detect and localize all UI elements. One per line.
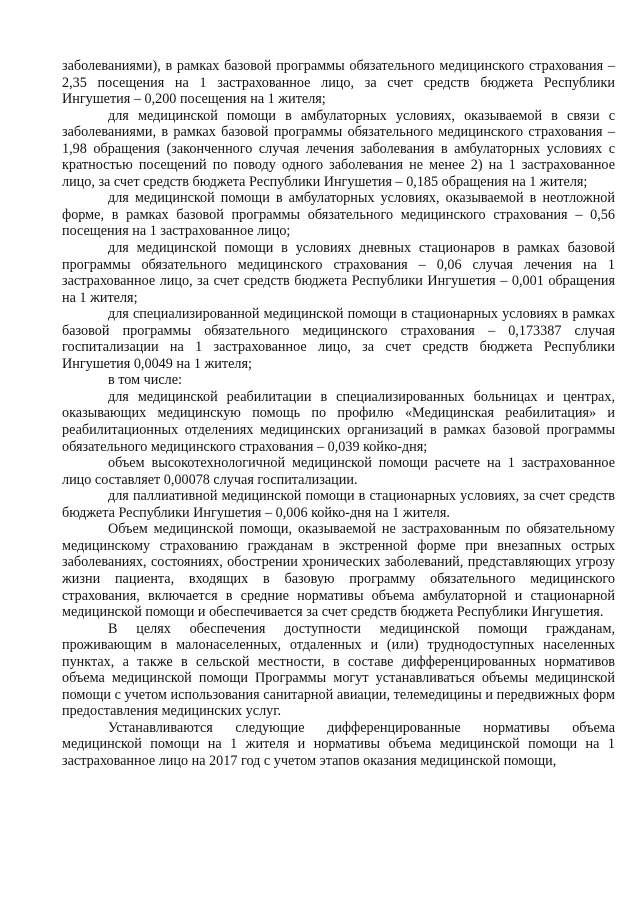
paragraph-uninsured: Объем медицинской помощи, оказываемой не застрахованным по обязательному медицинскому страхованию гражданам в экстренной форме при внезапных острых заболеваниях, состояниях, обострении хронических заболеваний, представляющих угрозу жизни пациента, входящих в базовую программу обязательного медицинского страхования, включается в средние нормативы объема амбулаторной и стационарной медицинской помощи и обеспечивается за счет средств бюджета Республики Ингушетия. <box>62 521 615 621</box>
paragraph-differentiated-norms: Устанавливаются следующие дифференцированные нормативы объема медицинской помощи на 1 жителя и нормативы объема медицинской помощи на 1 застрахованное лицо на 2017 год с учетом этапов оказания медицинской помощи, <box>62 719 615 769</box>
paragraph-day-hospital: для медицинской помощи в условиях дневных стационаров в рамках базовой программы обязательного медицинского страхования – 0,06 случая лечения на 1 застрахованное лицо, за счет средств бюджета Республики Ингушетия – 0,001 обращения на 1 жителя; <box>62 240 615 306</box>
paragraph-high-tech: объем высокотехнологичной медицинской помощи расчете на 1 застрахованное лицо составляет 0,00078 случая госпитализации. <box>62 455 615 488</box>
paragraph-continuation: заболеваниями), в рамках базовой программы обязательного медицинского страхования – 2,35 посещения на 1 застрахованное лицо, за счет средств бюджета Республики Ингушетия – 0,200 посещения на 1 жителя; <box>62 58 615 108</box>
paragraph-including: в том числе: <box>108 372 182 389</box>
paragraph-ambulatory-urgent: для медицинской помощи в амбулаторных условиях, оказываемой в неотложной форме, в рамках базовой программы обязательного медицинского страхования – 0,56 посещения на 1 застрахованное лицо; <box>62 190 615 240</box>
paragraph-specialized-inpatient: для специализированной медицинской помощи в стационарных условиях в рамках базовой программы обязательного медицинского страхования – 0,173387 случая госпитализации на 1 застрахованное лицо, за счет средств бюджета Республики Ингушетия 0,0049 на 1 жителя; <box>62 306 615 372</box>
paragraph-ambulatory-disease: для медицинской помощи в амбулаторных условиях, оказываемой в связи с заболеваниями, в рамках базовой программы обязательного медицинского страхования – 1,98 обращения (законченного случая лечения заболевания в амбулаторных условиях с кратностью посещений по поводу одного заболевания не менее 2) на 1 застрахованное лицо, за счет средств бюджета Республики Ингушетия – 0,185 обращения на 1 жителя; <box>62 107 615 190</box>
paragraph-rehabilitation: для медицинской реабилитации в специализированных больницах и центрах, оказывающих медицинскую помощь по профилю «Медицинская реабилитация» и реабилитационных отделениях медицинских организаций в рамках базовой программы обязательного медицинского страхования – 0,039 койко-дня; <box>62 388 615 455</box>
paragraph-palliative: для паллиативной медицинской помощи в стационарных условиях, за счет средств бюджета Республики Ингушетия – 0,006 койко-дня на 1 жителя. <box>62 488 615 521</box>
paragraph-accessibility: В целях обеспечения доступности медицинской помощи гражданам, проживающим в малонаселенных, отдаленных и (или) труднодоступных населенных пунктах, а также в сельской местности, в составе дифференцированных нормативов объема медицинской помощи Программы могут устанавливаться объемы медицинской помощи с учетом использования санитарной авиации, телемедицины и передвижных форм предоставления медицинских услуг. <box>62 620 615 720</box>
document-page <box>62 58 615 770</box>
